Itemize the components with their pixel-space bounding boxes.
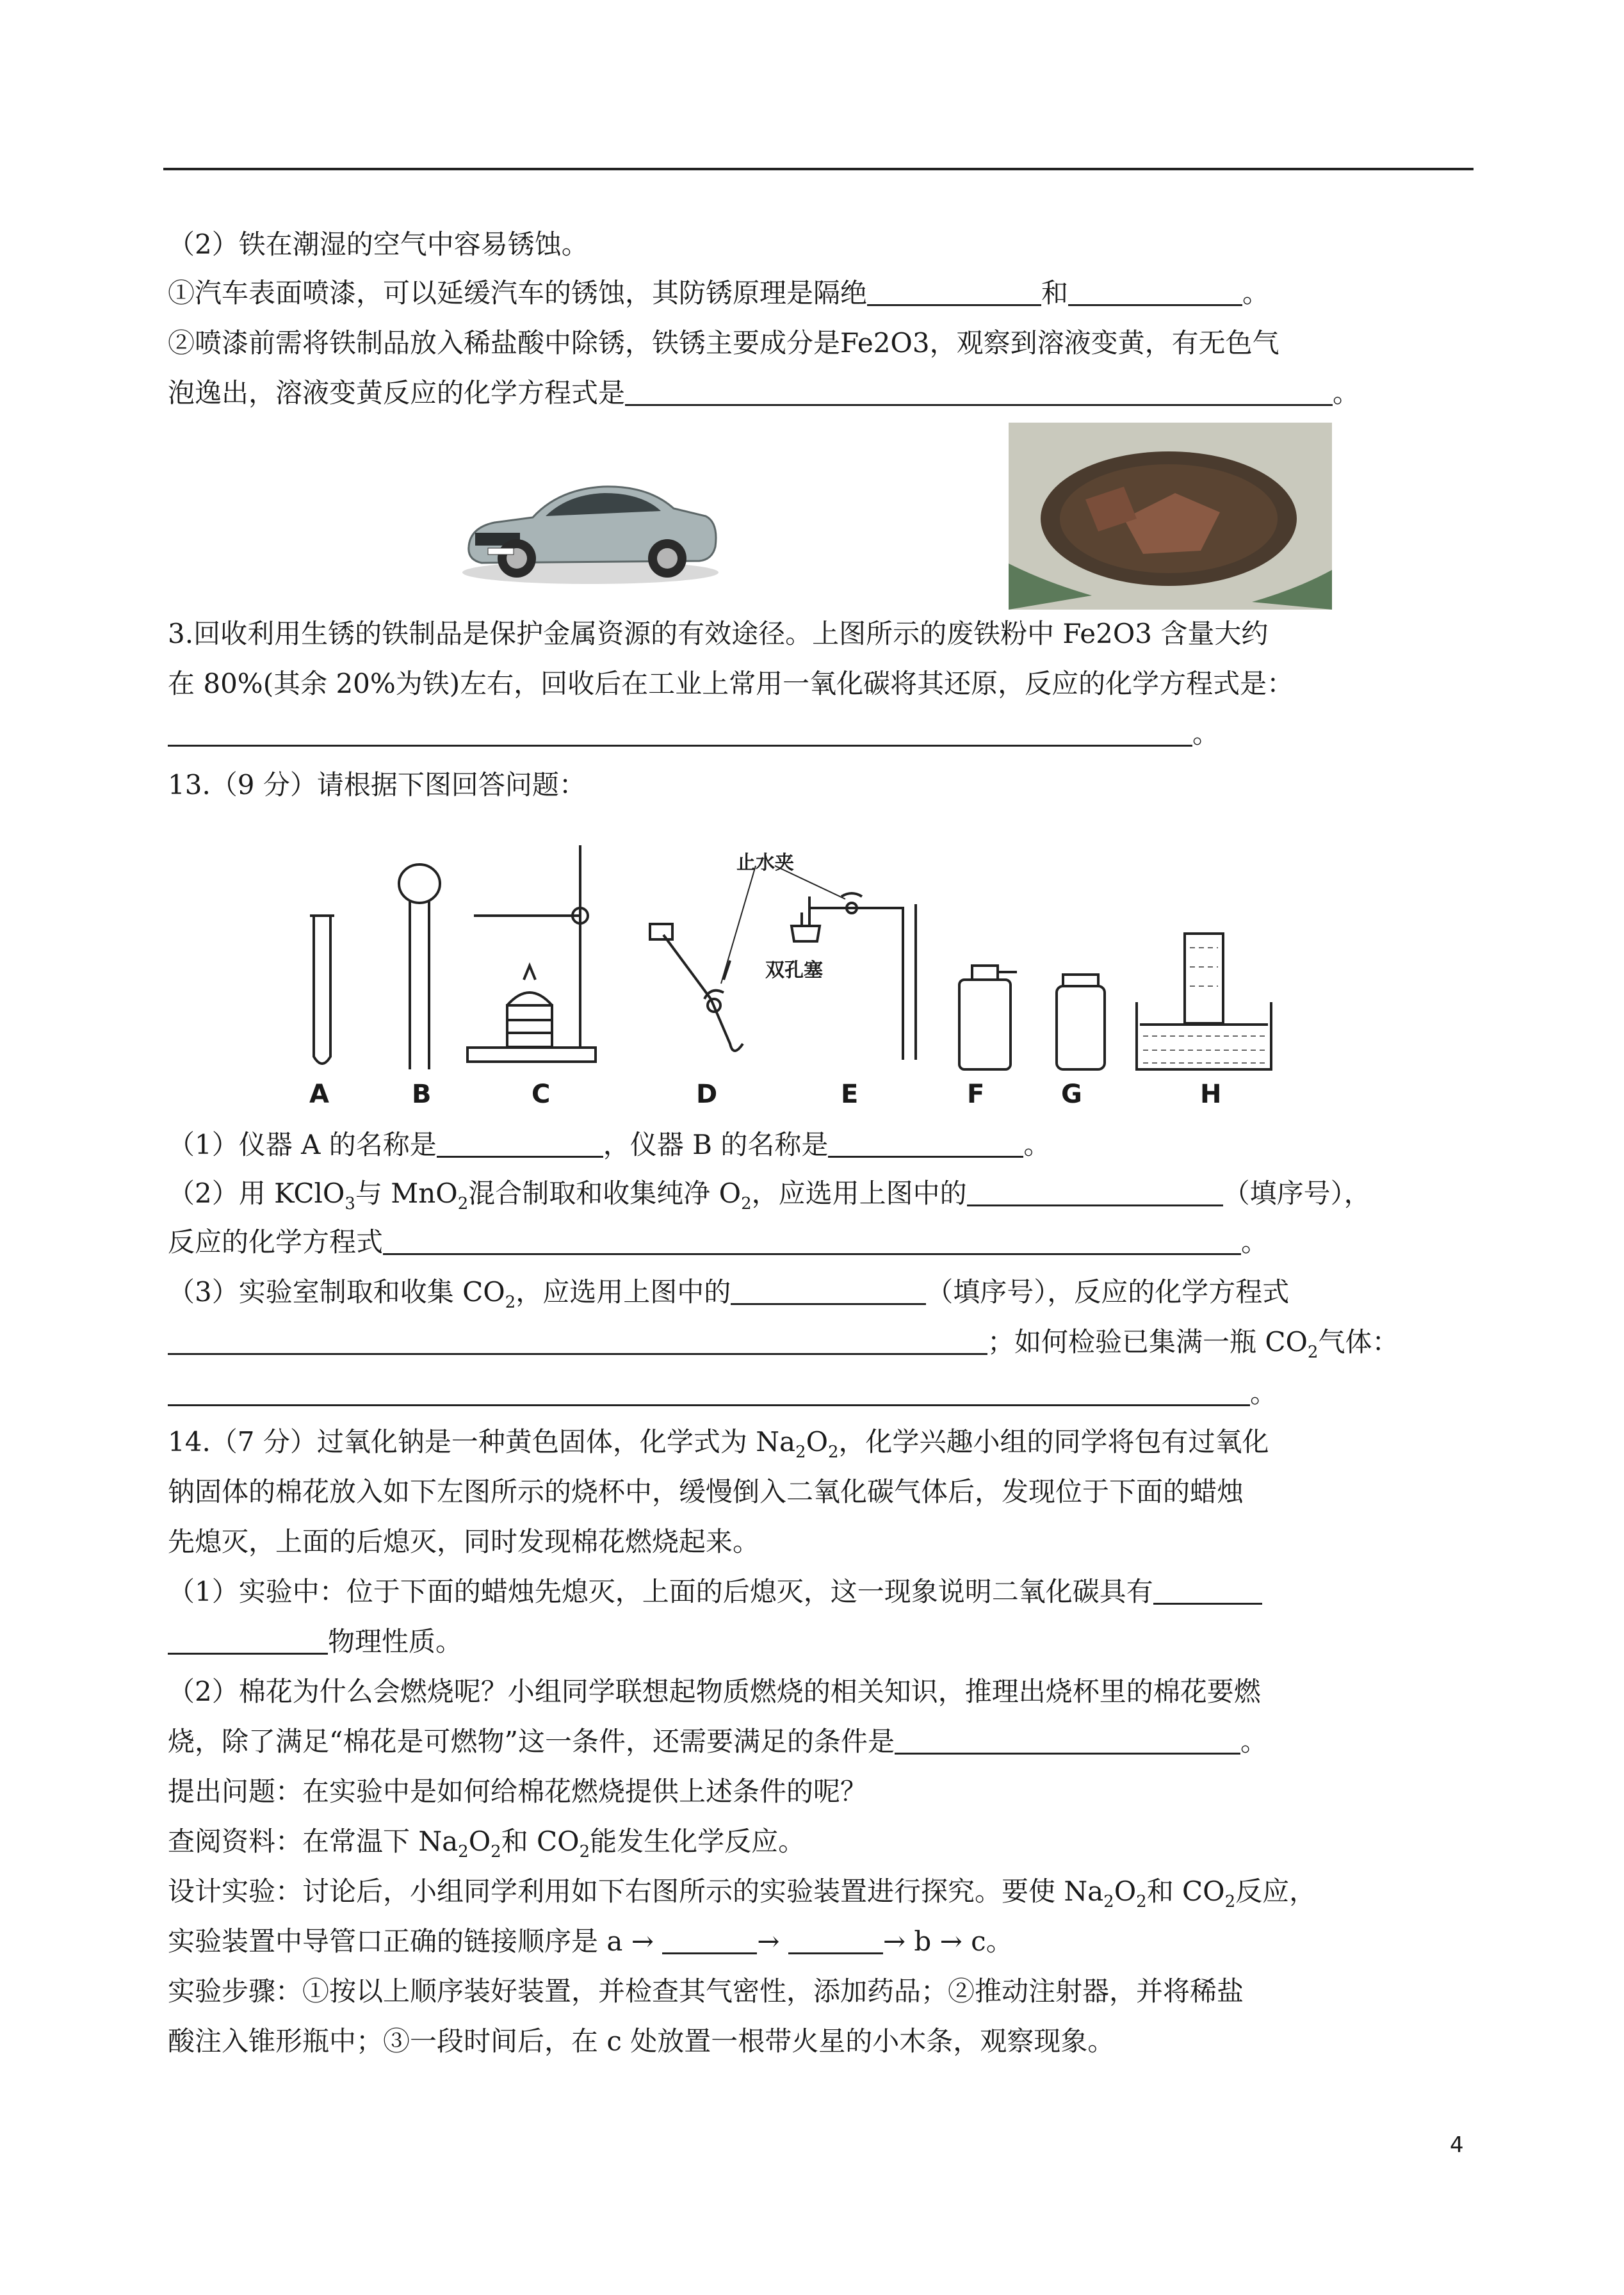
- label-stopper: 双孔塞: [765, 959, 823, 982]
- q12-part2-heading: （2）铁在潮湿的空气中容易锈蚀。: [168, 229, 589, 260]
- answer-blank[interactable]: [383, 1225, 1241, 1255]
- label-H: H: [1200, 1080, 1222, 1109]
- answer-blank[interactable]: [731, 1275, 926, 1305]
- q14-steps-line2: 酸注入锥形瓶中；③一段时间后，在 c 处放置一根带火星的小木条，观察现象。: [168, 2025, 1115, 2057]
- q12-part3-line2: 在 80%(其余 20%为铁)左右，回收后在工业上常用一氧化碳将其还原，反应的化学方程式是：: [168, 668, 1294, 699]
- label-G: G: [1061, 1080, 1082, 1109]
- answer-blank[interactable]: [168, 717, 1192, 747]
- answer-blank[interactable]: [828, 1128, 1023, 1158]
- test-tube-A: [314, 916, 330, 1064]
- page-number: 4: [1450, 2132, 1464, 2158]
- answer-blank[interactable]: [168, 1625, 328, 1655]
- q12-part2-item2-line2: 泡逸出，溶液变黄反应的化学方程式是 。: [168, 377, 1360, 409]
- answer-blank[interactable]: [437, 1128, 603, 1158]
- q14-intro-line2: 钠固体的棉花放入如下左图所示的烧杯中，缓慢倒入二氧化碳气体后，发现位于下面的蜡烛: [168, 1476, 1244, 1507]
- answer-blank[interactable]: [788, 1924, 883, 1954]
- q13-part3-line1: （3）实验室制取和收集 $CO_2$，应选用上图中的 （填序号），反应的化学方程式: [168, 1276, 1290, 1312]
- answer-blank[interactable]: [662, 1924, 757, 1954]
- q13-part2-line1: （2）用 KClO$_3$与 MnO$_2$混合制取和收集纯净 $O_2$，应选用上图中的 （填序号），: [168, 1178, 1371, 1213]
- label-D: D: [696, 1080, 718, 1109]
- label-clamp: 止水夹: [736, 852, 794, 874]
- q13-heading: 13.（9 分）请根据下图回答问题：: [168, 769, 586, 800]
- q14-part1-line1: （1）实验中：位于下面的蜡烛先熄灭，上面的后熄灭，这一现象说明二氧化碳具有: [168, 1573, 1262, 1611]
- answer-blank[interactable]: [967, 1176, 1223, 1206]
- q12-part2-item1: ①汽车表面喷漆，可以延缓汽车的锈蚀，其防锈原理是隔绝 和 。: [168, 277, 1270, 309]
- q14-steps-line1: 实验步骤：①按以上顺序装好装置，并检查其气密性，添加药品；②推动注射器，并将稀盐: [168, 1975, 1244, 2007]
- label-B: B: [412, 1080, 432, 1109]
- answer-blank[interactable]: [1068, 276, 1242, 306]
- car-photo-icon: [456, 464, 725, 592]
- q14-intro-line3: 先熄灭，上面的后熄灭，同时发现棉花燃烧起来。: [168, 1526, 760, 1557]
- answer-blank[interactable]: [168, 1325, 987, 1355]
- q14-order: 实验装置中导管口正确的链接顺序是 a → → → b → c。: [168, 1926, 1013, 1957]
- q14-part1-line2: 物理性质。: [168, 1623, 462, 1661]
- answer-blank[interactable]: [895, 1724, 1240, 1755]
- label-E: E: [841, 1080, 859, 1109]
- q14-reference: 查阅资料：在常温下 $Na_2O_2$和 $CO_2$能发生化学反应。: [168, 1826, 806, 1861]
- answer-blank[interactable]: [867, 276, 1041, 306]
- label-A: A: [309, 1080, 329, 1109]
- q14-design: 设计实验：讨论后，小组同学利用如下右图所示的实验装置进行探究。要使 $Na_2O_2$和 $CO_2$反应，: [168, 1876, 1317, 1911]
- answer-blank[interactable]: [625, 376, 1333, 406]
- label-F: F: [967, 1080, 985, 1109]
- q12-part2-item2-line1: ②喷漆前需将铁制品放入稀盐酸中除锈，铁锈主要成分是Fe2O3，观察到溶液变黄，有无色气: [168, 327, 1279, 359]
- header-rule: [163, 168, 1474, 170]
- q13-part1: （1）仪器 A 的名称是 ，仪器 B 的名称是 。: [168, 1129, 1051, 1160]
- q13-part2-line2: 反应的化学方程式 。: [168, 1226, 1269, 1258]
- q13-part3-line2: ；如何检验已集满一瓶 $CO_2$气体：: [168, 1323, 1399, 1361]
- q12-part3-line3: 。: [168, 715, 1219, 753]
- q14-question: 提出问题：在实验中是如何给棉花燃烧提供上述条件的呢？: [168, 1776, 868, 1807]
- q14-intro-line1: 14.（7 分）过氧化钠是一种黄色固体，化学式为 $Na_2O_2$，化学兴趣小组的同学将包有过氧化: [168, 1426, 1269, 1462]
- q13-part3-line3: 。: [168, 1374, 1277, 1413]
- q14-part2-line1: （2）棉花为什么会燃烧呢？小组同学联想起物质燃烧的相关知识，推理出烧杯里的棉花要燃: [168, 1676, 1261, 1707]
- answer-blank[interactable]: [168, 1376, 1250, 1406]
- q14-part2-line2: 烧，除了满足“棉花是可燃物”这一条件，还需要满足的条件是 。: [168, 1726, 1267, 1757]
- label-C: C: [532, 1080, 551, 1109]
- answer-blank[interactable]: [1153, 1575, 1262, 1605]
- q12-part3-line1: 3.回收利用生锈的铁制品是保护金属资源的有效途径。上图所示的废铁粉中 Fe2O3 含量大约: [168, 618, 1269, 649]
- rusty-iron-powder-photo-icon: [1009, 423, 1332, 610]
